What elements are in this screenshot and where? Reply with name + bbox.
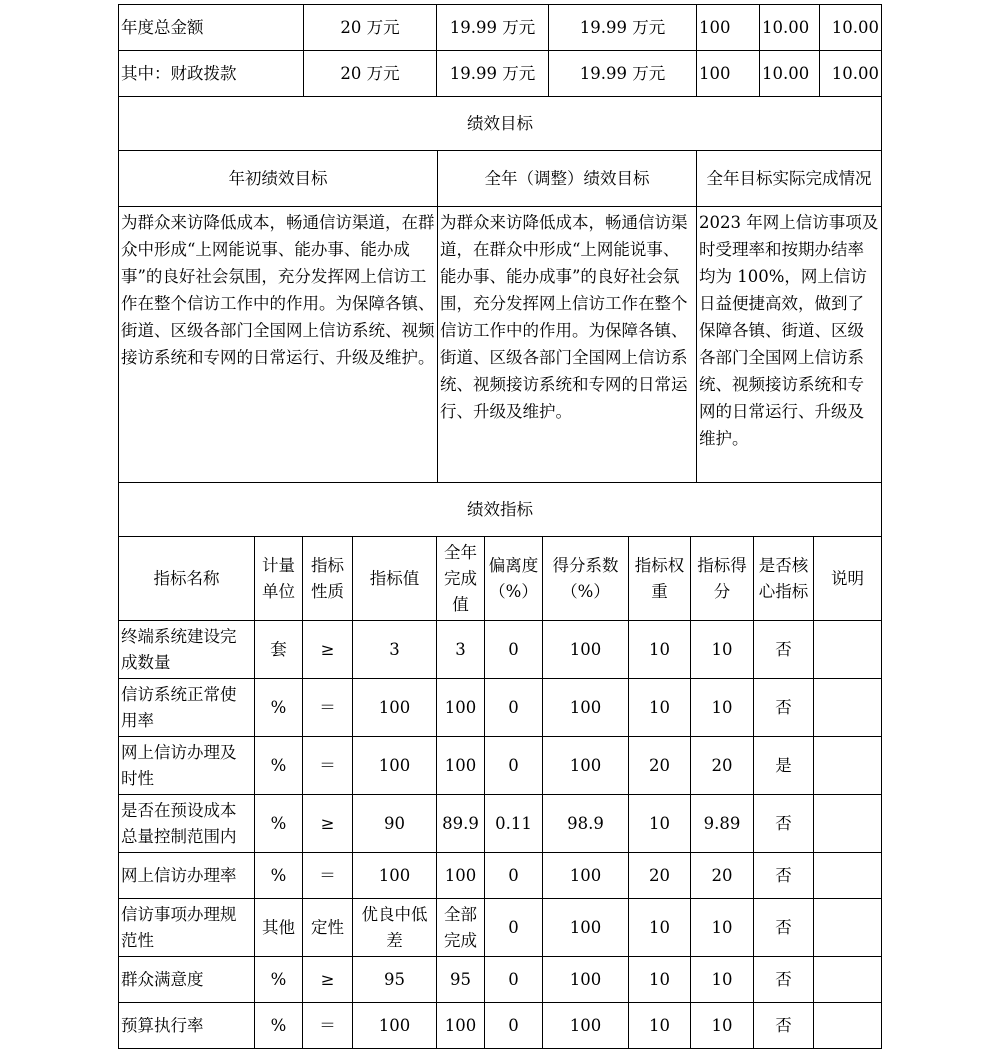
indicator-unit: % <box>255 853 303 899</box>
indicator-score: 9.89 <box>691 795 754 853</box>
table-row <box>119 899 882 957</box>
adjusted-goal-header: 全年（调整）绩效目标 <box>438 151 697 207</box>
header-weight: 指标权重 <box>629 537 691 621</box>
indicator-unit: % <box>255 679 303 737</box>
indicator-target: 100 <box>353 679 437 737</box>
indicator-rows <box>119 621 882 1049</box>
header-unit: 计量单位 <box>255 537 303 621</box>
indicator-core-flag: 否 <box>754 621 814 679</box>
budget-row-total <box>119 5 882 51</box>
budget-label: 其中：财政拨款 <box>119 51 304 97</box>
indicators-header-row <box>119 537 882 621</box>
indicator-target: 95 <box>353 957 437 1003</box>
indicator-nature: ≥ <box>303 957 353 1003</box>
header-score-coefficient: 得分系数（%） <box>543 537 629 621</box>
budget-executed: 19.99 万元 <box>549 5 697 51</box>
indicator-deviation: 0 <box>485 853 543 899</box>
indicator-name: 网上信访办理率 <box>119 853 255 899</box>
indicator-name: 网上信访办理及时性 <box>119 737 255 795</box>
header-deviation: 偏离度（%） <box>485 537 543 621</box>
initial-goal-text: 为群众来访降低成本，畅通信访渠道，在群众中形成“上网能说事、能办事、能办成事”的良好社会氛围，充分发挥网上信访工作在整个信访工作中的作用。为保障各镇、街道、区级各部门全国网上信访系统、视频接访系统和专网的日常运行、升级及维护。 <box>119 207 438 483</box>
indicator-unit: 套 <box>255 621 303 679</box>
indicator-remarks <box>814 1003 882 1049</box>
indicator-deviation: 0 <box>485 1003 543 1049</box>
header-score: 指标得分 <box>691 537 754 621</box>
indicator-score-coefficient: 100 <box>543 853 629 899</box>
indicator-core-flag: 是 <box>754 737 814 795</box>
indicator-nature: ＝ <box>303 679 353 737</box>
indicator-deviation: 0 <box>485 679 543 737</box>
budget-adjusted: 19.99 万元 <box>437 5 549 51</box>
actual-completion-text: 2023 年网上信访事项及时受理率和按期办结率均为 100%，网上信访日益便捷高效，做到了保障各镇、街道、区级各部门全国网上信访系统、视频接访系统和专网的日常运行、升级及维护。 <box>697 207 882 483</box>
indicator-core-flag: 否 <box>754 957 814 1003</box>
indicator-target: 90 <box>353 795 437 853</box>
indicator-score: 10 <box>691 679 754 737</box>
indicator-weight: 20 <box>629 853 691 899</box>
indicator-score: 10 <box>691 899 754 957</box>
goals-section-title: 绩效目标 <box>119 97 882 151</box>
budget-weight: 10.00 <box>760 5 820 51</box>
table-row <box>119 1003 882 1049</box>
indicator-score: 20 <box>691 853 754 899</box>
indicator-nature: ＝ <box>303 1003 353 1049</box>
indicator-score: 10 <box>691 957 754 1003</box>
indicator-unit: % <box>255 1003 303 1049</box>
indicator-remarks <box>814 853 882 899</box>
indicator-remarks <box>814 957 882 1003</box>
indicator-target: 100 <box>353 853 437 899</box>
indicators-table <box>118 482 882 1049</box>
indicator-name: 信访事项办理规范性 <box>119 899 255 957</box>
indicator-score-coefficient: 100 <box>543 957 629 1003</box>
budget-planned: 20 万元 <box>304 51 437 97</box>
indicator-weight: 20 <box>629 737 691 795</box>
indicator-nature: ＝ <box>303 737 353 795</box>
initial-goal-header: 年初绩效目标 <box>119 151 438 207</box>
indicator-score-coefficient: 100 <box>543 737 629 795</box>
indicator-nature: ≥ <box>303 621 353 679</box>
indicator-name: 预算执行率 <box>119 1003 255 1049</box>
indicator-score: 10 <box>691 1003 754 1049</box>
indicator-core-flag: 否 <box>754 1003 814 1049</box>
indicator-nature: 定性 <box>303 899 353 957</box>
budget-label: 年度总金额 <box>119 5 304 51</box>
indicator-actual: 3 <box>437 621 485 679</box>
indicator-deviation: 0 <box>485 737 543 795</box>
indicator-actual: 100 <box>437 1003 485 1049</box>
indicator-name: 信访系统正常使用率 <box>119 679 255 737</box>
indicator-weight: 10 <box>629 679 691 737</box>
indicator-remarks <box>814 679 882 737</box>
indicator-score-coefficient: 100 <box>543 899 629 957</box>
table-row <box>119 679 882 737</box>
budget-score: 10.00 <box>820 5 882 51</box>
indicator-target: 100 <box>353 737 437 795</box>
budget-rate: 100 <box>697 51 760 97</box>
budget-table <box>118 4 882 97</box>
indicator-weight: 10 <box>629 795 691 853</box>
indicator-name: 群众满意度 <box>119 957 255 1003</box>
table-row <box>119 853 882 899</box>
indicator-unit: 其他 <box>255 899 303 957</box>
indicator-actual: 全部完成 <box>437 899 485 957</box>
goals-section-row <box>119 97 882 151</box>
budget-score: 10.00 <box>820 51 882 97</box>
budget-adjusted: 19.99 万元 <box>437 51 549 97</box>
header-core-indicator: 是否核心指标 <box>754 537 814 621</box>
indicator-actual: 95 <box>437 957 485 1003</box>
indicator-remarks <box>814 795 882 853</box>
budget-row-fiscal <box>119 51 882 97</box>
indicator-name: 终端系统建设完成数量 <box>119 621 255 679</box>
indicator-actual: 100 <box>437 679 485 737</box>
budget-rate: 100 <box>697 5 760 51</box>
adjusted-goal-text: 为群众来访降低成本，畅通信访渠道，在群众中形成“上网能说事、能办事、能办成事”的良好社会氛围，充分发挥网上信访工作在整个信访工作中的作用。为保障各镇、街道、区级各部门全国网上信访系统、视频接访系统和专网的日常运行、升级及维护。 <box>438 207 697 483</box>
budget-planned: 20 万元 <box>304 5 437 51</box>
indicator-weight: 10 <box>629 957 691 1003</box>
indicator-actual: 100 <box>437 853 485 899</box>
indicator-unit: % <box>255 957 303 1003</box>
indicator-weight: 10 <box>629 1003 691 1049</box>
table-row <box>119 737 882 795</box>
indicator-score-coefficient: 100 <box>543 679 629 737</box>
header-remarks: 说明 <box>814 537 882 621</box>
indicator-deviation: 0 <box>485 957 543 1003</box>
indicator-nature: ＝ <box>303 853 353 899</box>
budget-executed: 19.99 万元 <box>549 51 697 97</box>
indicator-core-flag: 否 <box>754 679 814 737</box>
goals-content-row <box>119 207 882 483</box>
indicator-weight: 10 <box>629 621 691 679</box>
indicator-weight: 10 <box>629 899 691 957</box>
actual-completion-header: 全年目标实际完成情况 <box>697 151 882 207</box>
header-nature: 指标性质 <box>303 537 353 621</box>
indicator-unit: % <box>255 737 303 795</box>
indicator-core-flag: 否 <box>754 853 814 899</box>
goals-table <box>118 96 882 483</box>
table-row <box>119 957 882 1003</box>
indicator-name: 是否在预设成本总量控制范围内 <box>119 795 255 853</box>
indicator-remarks <box>814 899 882 957</box>
indicator-core-flag: 否 <box>754 899 814 957</box>
indicators-section-row <box>119 483 882 537</box>
header-target-value: 指标值 <box>353 537 437 621</box>
budget-weight: 10.00 <box>760 51 820 97</box>
indicator-deviation: 0 <box>485 899 543 957</box>
header-indicator-name: 指标名称 <box>119 537 255 621</box>
indicator-target: 优良中低差 <box>353 899 437 957</box>
indicators-section-title: 绩效指标 <box>119 483 882 537</box>
indicator-deviation: 0.11 <box>485 795 543 853</box>
header-actual-value: 全年完成值 <box>437 537 485 621</box>
indicator-remarks <box>814 737 882 795</box>
indicator-remarks <box>814 621 882 679</box>
indicator-score-coefficient: 100 <box>543 621 629 679</box>
indicator-core-flag: 否 <box>754 795 814 853</box>
indicator-target: 3 <box>353 621 437 679</box>
indicator-score: 10 <box>691 621 754 679</box>
indicator-deviation: 0 <box>485 621 543 679</box>
table-row <box>119 621 882 679</box>
indicator-score-coefficient: 98.9 <box>543 795 629 853</box>
indicator-target: 100 <box>353 1003 437 1049</box>
goals-header-row <box>119 151 882 207</box>
indicator-score-coefficient: 100 <box>543 1003 629 1049</box>
indicator-actual: 100 <box>437 737 485 795</box>
table-row <box>119 795 882 853</box>
indicator-actual: 89.9 <box>437 795 485 853</box>
indicator-score: 20 <box>691 737 754 795</box>
performance-report-table <box>118 4 881 1049</box>
indicator-nature: ≥ <box>303 795 353 853</box>
indicator-unit: % <box>255 795 303 853</box>
